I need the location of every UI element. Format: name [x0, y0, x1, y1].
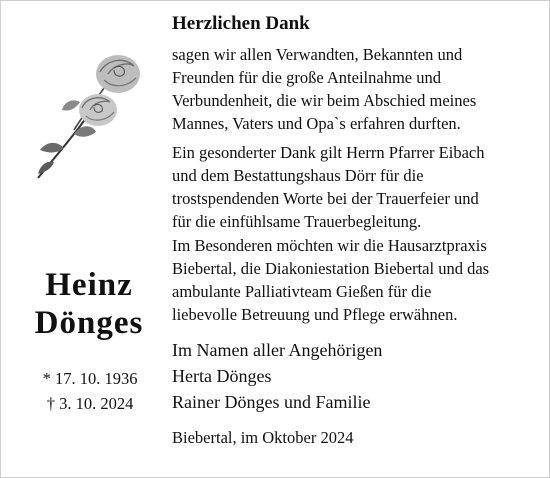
paragraph-line: liebevolle Betreuung und Pflege erwähnen.: [172, 305, 458, 324]
thanks-paragraph-3: [172, 234, 544, 326]
paragraph-line: ambulante Palliativteam Gießen für die: [172, 282, 432, 301]
paragraph-line: Verbundenheit, die wir beim Abschied meines: [172, 91, 477, 110]
place-date: Biebertal, im Oktober 2024: [172, 428, 354, 447]
deceased-last-name: Dönges: [34, 305, 144, 341]
deceased-first-name: Heinz: [45, 267, 133, 303]
paragraph-line: und dem Bestattungshaus Dörr für die: [172, 166, 424, 185]
paragraph-line: Biebertal, die Diakoniestation Biebertal und das: [172, 259, 490, 278]
signature-block: [172, 337, 382, 415]
thanks-paragraph-1: [172, 43, 544, 135]
rose-icon: [28, 50, 152, 182]
signature-line: Rainer Dönges und Familie: [172, 392, 371, 412]
paragraph-line: trostspendenden Worte bei der Trauerfeier und: [172, 189, 479, 208]
paragraph-line: Mannes, Vaters und Opa`s erfahren durften.: [172, 114, 461, 133]
death-date: † 3. 10. 2024: [46, 394, 134, 413]
paragraph-line: Freunden für die große Anteilnahme und: [172, 68, 441, 87]
notice-heading: Herzlichen Dank: [172, 13, 310, 34]
thanks-paragraph-2: [172, 141, 544, 233]
paragraph-line: Ein gesonderter Dank gilt Herrn Pfarrer Eibach: [172, 143, 485, 162]
paragraph-line: sagen wir allen Verwandten, Bekannten und: [172, 45, 463, 64]
birth-date: * 17. 10. 1936: [42, 369, 138, 388]
signature-line: Im Namen aller Angehörigen: [172, 340, 383, 360]
paragraph-line: Im Besonderen möchten wir die Hausarztpraxis: [172, 236, 487, 255]
paragraph-line: für die einfühlsame Trauerbegleitung.: [172, 212, 422, 231]
signature-line: Herta Dönges: [172, 366, 272, 386]
